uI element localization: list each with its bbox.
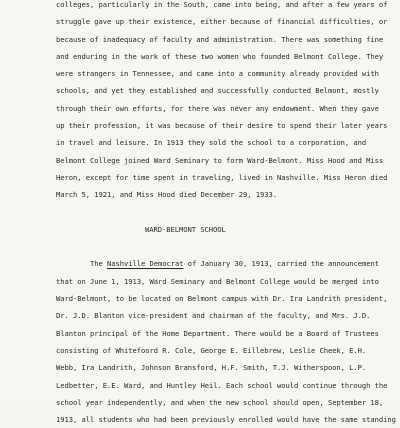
- text-line: [56, 290, 388, 307]
- text-line: [56, 411, 396, 428]
- text-segment: school year independently, and when the new school should open, September 18,: [56, 397, 384, 407]
- text-segment: 1913, all students who had been previously enrolled would have the same standing: [56, 415, 396, 425]
- section-heading: WARD-BELMONT SCHOOL: [145, 224, 226, 234]
- text-line: [56, 394, 384, 411]
- text-segment: consisting of Whitefoord R. Cole, George E. Eillebrew, Leslie Cheek, E.H.: [56, 345, 367, 355]
- text-line: [56, 307, 376, 324]
- text-line: [56, 255, 379, 272]
- newspaper-title: Nashville Democrat: [107, 259, 184, 269]
- text-line: [56, 273, 379, 290]
- text-segment: Ledbetter, E.E. Ward, and Huntley Heil. Each school would continue through the: [56, 380, 388, 390]
- text-line: [56, 377, 388, 394]
- text-line: colleges, particularly in the South, came into being, and after a few years of: [56, 0, 388, 9]
- text-segment: Ward-Belmont, to be located on Belmont campus with Dr. Ira Landrith president,: [56, 294, 388, 304]
- text-line: schools, and yet they established and successfully conducted Belmont, mostly: [56, 86, 379, 96]
- text-segment: Blanton principal of the Home Department. There would be a Board of Trustees: [56, 328, 379, 338]
- text-line: up their profession, it was because of their desire to spend their later years: [56, 121, 388, 131]
- text-line: Belmont College joined Ward Seminary to form Ward-Belmont. Miss Hood and Miss: [56, 155, 384, 165]
- text-line: because of inadequacy of faculty and administration. There was something fine: [56, 34, 384, 44]
- text-segment: Webb, Ira Landrith, Johnson Bransford, H.F. Smith, T.J. Witherspoon, L.P.: [56, 363, 367, 373]
- text-line: were strangers in Tennessee, and came into a community already provided with: [56, 69, 379, 79]
- text-segment: The: [56, 259, 107, 269]
- text-line: through their own efforts, for there was never any endowment. When they gave: [56, 103, 379, 113]
- text-line: [56, 359, 376, 376]
- blank-line: [56, 204, 376, 221]
- text-line: struggle gave up their existence, either because of financial difficulties, or: [56, 17, 388, 27]
- text-line: Heron, except for time spent in traveling, lived in Nashville. Miss Heron died: [56, 172, 388, 182]
- blank-line: [56, 238, 376, 255]
- text-segment: Dr. J.D. Blanton vice-president and chairman of the faculty, and Mrs. J.D.: [56, 311, 371, 321]
- text-line: in travel and leisure. In 1913 they sold the school to a corporation, and: [56, 138, 367, 148]
- paragraph: [56, 255, 396, 428]
- text-line: and enduring in the work of these two women who founded Belmont College. They: [56, 51, 384, 61]
- text-segment: of January 30, 1913, carried the announcement: [183, 259, 379, 269]
- text-line: [56, 342, 376, 359]
- text-line: [56, 325, 379, 342]
- document-text: [56, 0, 396, 428]
- text-segment: that on June 1, 1913, Ward Seminary and Belmont College would be merged into: [56, 276, 379, 286]
- text-line: March 5, 1921, and Miss Hood died December 29, 1933.: [56, 190, 277, 200]
